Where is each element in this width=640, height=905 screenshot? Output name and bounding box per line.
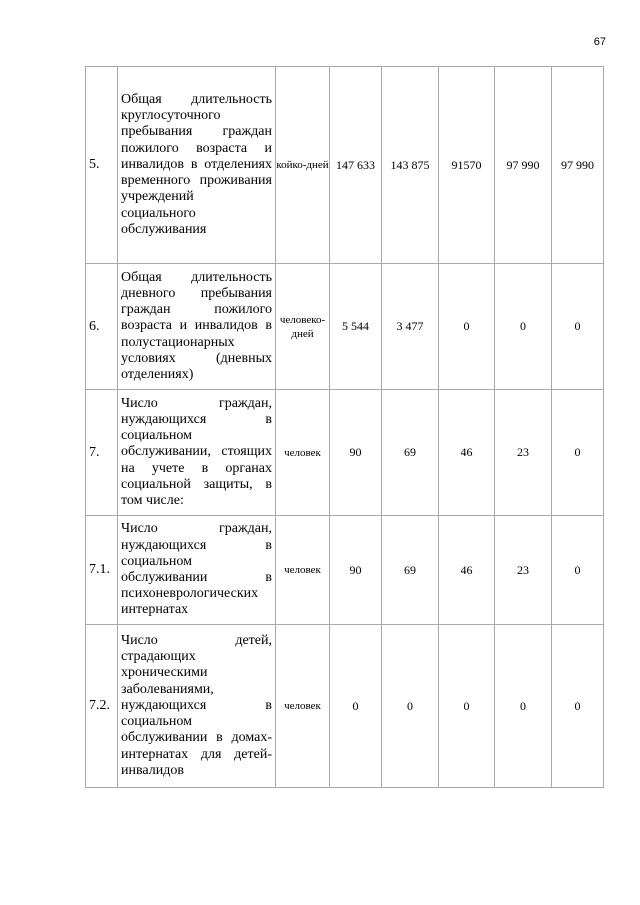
row-value: 91570: [439, 67, 495, 264]
table-row: [86, 625, 604, 788]
row-description: Общая длительность круглосуточного пребывания граждан пожилого возраста и инвалидов в отделениях временного проживания учреждений социального обслуживания: [118, 67, 276, 264]
table-row: [86, 67, 604, 264]
row-value: 69: [382, 390, 439, 516]
row-value: 0: [439, 264, 495, 390]
row-value: 23: [495, 516, 552, 625]
row-number: 7.: [86, 390, 118, 516]
row-number: 6.: [86, 264, 118, 390]
row-unit: койко-дней: [276, 67, 330, 264]
data-table: [85, 66, 604, 788]
row-value: 0: [330, 625, 382, 788]
row-value: 0: [552, 516, 604, 625]
row-description: Число граждан, нуждающихся в социальном обслуживании в психоневрологических интернатах: [118, 516, 276, 625]
row-description: Число граждан, нуждающихся в социальном обслуживании, стоящих на учете в органах социальной защиты, в том числе:: [118, 390, 276, 516]
row-value: 46: [439, 390, 495, 516]
row-value: 90: [330, 516, 382, 625]
row-value: 23: [495, 390, 552, 516]
row-unit: человек: [276, 625, 330, 788]
row-value: 3 477: [382, 264, 439, 390]
row-description: Число детей, страдающих хроническими заболеваниями, нуждающихся в социальном обслуживании в домах-интернатах для детей-инвалидов: [118, 625, 276, 788]
row-value: 0: [382, 625, 439, 788]
row-value: 0: [552, 625, 604, 788]
row-unit: человек: [276, 390, 330, 516]
row-value: 46: [439, 516, 495, 625]
row-value: 0: [495, 625, 552, 788]
table-row: [86, 264, 604, 390]
row-value: 0: [495, 264, 552, 390]
row-value: 5 544: [330, 264, 382, 390]
row-number: 7.2.: [86, 625, 118, 788]
row-value: 0: [552, 264, 604, 390]
page-number: 67: [593, 36, 606, 48]
row-value: 0: [439, 625, 495, 788]
row-unit: человек: [276, 516, 330, 625]
row-value: 97 990: [552, 67, 604, 264]
row-unit: человеко-дней: [276, 264, 330, 390]
table-row: [86, 390, 604, 516]
row-description: Общая длительность дневного пребывания граждан пожилого возраста и инвалидов в полустационарных условиях (дневных отделениях): [118, 264, 276, 390]
row-value: 147 633: [330, 67, 382, 264]
row-number: 5.: [86, 67, 118, 264]
row-value: 69: [382, 516, 439, 625]
row-value: 97 990: [495, 67, 552, 264]
row-value: 90: [330, 390, 382, 516]
row-value: 143 875: [382, 67, 439, 264]
table-row: [86, 516, 604, 625]
row-value: 0: [552, 390, 604, 516]
row-number: 7.1.: [86, 516, 118, 625]
